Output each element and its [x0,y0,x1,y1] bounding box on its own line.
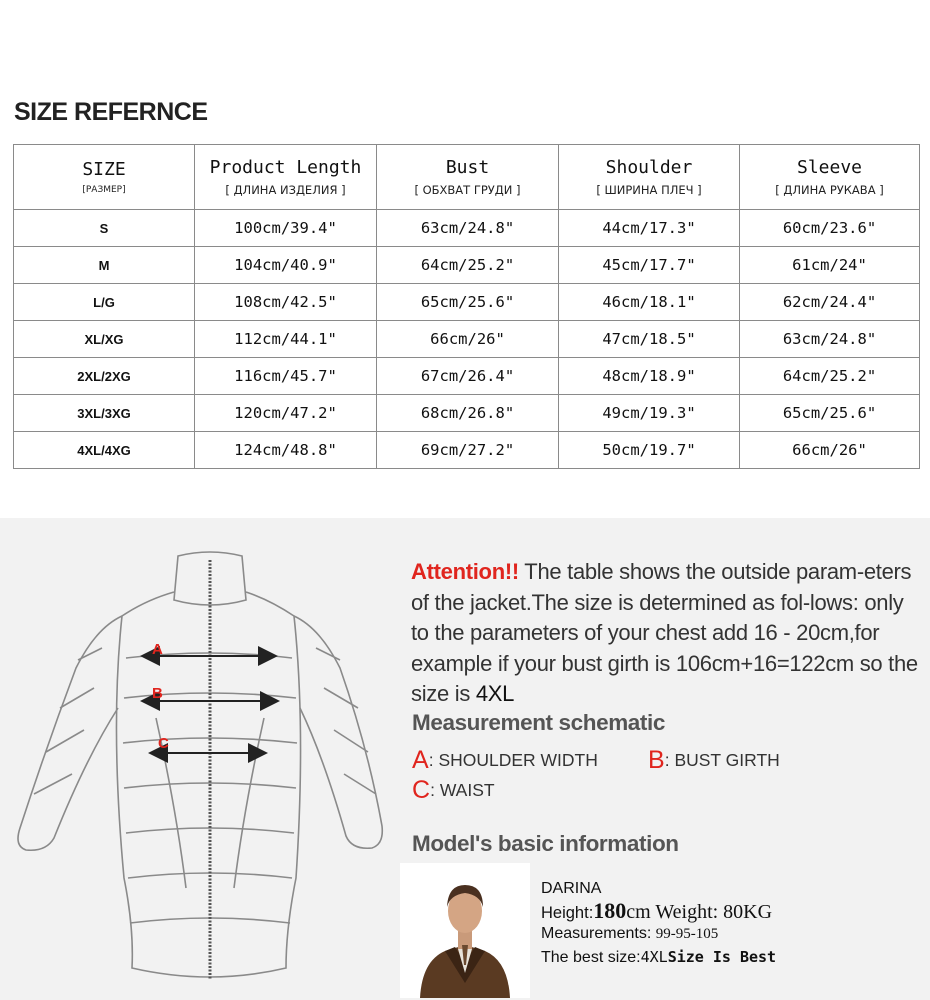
cell-bust: 66cm/26" [377,321,559,358]
cell-size: 4XL/4XG [14,432,195,469]
attention-example: 16 - 20cm,for example if your bust girth is 106cm+16=122cm so the size is [411,620,918,706]
model-height-label: Height: [541,904,594,922]
table-row [14,210,920,247]
table-row [14,432,920,469]
column-header-size [14,145,195,210]
cell-size: XL/XG [14,321,195,358]
cell-shoulder: 50cm/19.7" [559,432,740,469]
header-label: Bust [445,157,490,178]
cell-length: 108cm/42.5" [195,284,377,321]
schematic-letter: C [412,776,431,804]
table-header-row [14,145,920,210]
cell-sleeve: 63cm/24.8" [740,321,920,358]
model-photo-illustration [400,863,530,998]
column-header-shoulder [559,145,740,210]
cell-length: 124cm/48.8" [195,432,377,469]
schematic-item-c [412,776,495,805]
schematic-text: BUST GIRTH [674,750,780,770]
header-label-ru: [РАЗМЕР] [82,185,126,195]
attention-paragraph [411,557,923,710]
cell-length: 100cm/39.4" [195,210,377,247]
table-row [14,358,920,395]
cell-size: S [14,210,195,247]
cell-bust: 64cm/25.2" [377,247,559,284]
model-best-value: 4XL [640,948,668,966]
cell-length: 104cm/40.9" [195,247,377,284]
cell-bust: 63cm/24.8" [377,210,559,247]
cell-bust: 68cm/26.8" [377,395,559,432]
model-height-line [541,898,772,924]
model-heading: Model's basic information [412,831,679,856]
size-table [13,144,920,469]
model-height-rest: cm Weight: 80KG [626,901,773,923]
header-label-ru: [ ДЛИНА РУКАВА ] [775,183,884,197]
schematic-text: SHOULDER WIDTH [438,750,598,770]
schematic-item-a [412,746,598,775]
label-a: A [152,641,163,658]
table-row [14,395,920,432]
header-label-ru: [ ОБХВАТ ГРУДИ ] [414,183,521,197]
schematic-heading: Measurement schematic [412,710,665,735]
schematic-text: WAIST [439,780,495,800]
attention-label: Attention!! [411,559,519,584]
column-header-length [195,145,377,210]
cell-size: 2XL/2XG [14,358,195,395]
schematic-letter: B [648,746,665,774]
cell-bust: 65cm/25.6" [377,284,559,321]
cell-shoulder: 48cm/18.9" [559,358,740,395]
info-section [0,518,930,1000]
schematic-sep: : [664,750,670,770]
schematic-sep: : [428,750,434,770]
cell-sleeve: 62cm/24.4" [740,284,920,321]
model-name: DARINA [541,880,602,897]
model-measurements-line [541,925,718,943]
attention-size: 4XL [475,681,515,706]
table-row [14,321,920,358]
cell-sleeve: 66cm/26" [740,432,920,469]
model-measurements-value: 99-95-105 [655,926,719,942]
column-header-sleeve [740,145,920,210]
cell-sleeve: 64cm/25.2" [740,358,920,395]
model-height-value: 180 [593,898,627,923]
cell-bust: 67cm/26.4" [377,358,559,395]
cell-length: 116cm/45.7" [195,358,377,395]
column-header-bust [377,145,559,210]
cell-shoulder: 45cm/17.7" [559,247,740,284]
header-label: Product Length [209,157,362,178]
cell-shoulder: 49cm/19.3" [559,395,740,432]
cell-length: 112cm/44.1" [195,321,377,358]
cell-length: 120cm/47.2" [195,395,377,432]
jacket-schematic [6,548,386,993]
cell-sleeve: 60cm/23.6" [740,210,920,247]
model-photo [400,863,530,998]
schematic-sep: : [430,780,435,800]
schematic-letter: A [412,746,429,774]
cell-shoulder: 47cm/18.5" [559,321,740,358]
table-row [14,284,920,321]
header-label-ru: [ ДЛИНА ИЗДЕЛИЯ ] [225,183,346,197]
model-best-size-line [541,948,776,967]
label-c: C [158,735,169,752]
model-best-rest: Size Is Best [667,948,777,966]
label-b: B [152,685,163,702]
table-row [14,247,920,284]
header-label: SIZE [82,159,126,180]
jacket-outline [18,552,382,977]
model-best-label: The best size: [541,949,641,966]
cell-size: M [14,247,195,284]
cell-shoulder: 46cm/18.1" [559,284,740,321]
cell-size: L/G [14,284,195,321]
header-label: Shoulder [605,157,693,178]
cell-sleeve: 61cm/24" [740,247,920,284]
schematic-item-b [648,746,780,775]
cell-size: 3XL/3XG [14,395,195,432]
cell-bust: 69cm/27.2" [377,432,559,469]
attention-text: The table shows the outside param-eters of the jacket.The size is determined as fol-lows: only to the parameters of your chest add [411,559,912,645]
header-label-ru: [ ШИРИНА ПЛЕЧ ] [596,183,702,197]
header-label: Sleeve [796,157,863,178]
cell-shoulder: 44cm/17.3" [559,210,740,247]
cell-sleeve: 65cm/25.6" [740,395,920,432]
model-measurements-label: Measurements: [541,925,652,942]
page-title: SIZE REFERNCE [14,98,208,126]
